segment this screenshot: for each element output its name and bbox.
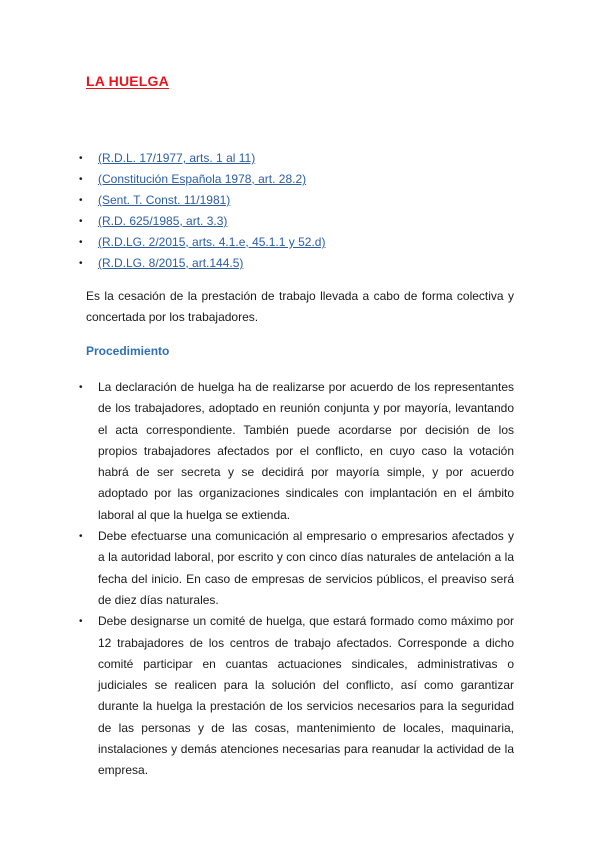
section-heading-procedimiento: Procedimiento [86,344,170,358]
document-title: LA HUELGA [86,73,169,89]
list-item [76,148,556,169]
reference-link-rdlg-2-2015[interactable]: (R.D.LG. 2/2015, arts. 4.1.e, 45.1.1 y 52.d) [98,235,326,249]
bullet-icon: • [79,174,83,185]
legal-references-list [76,148,556,274]
reference-link-rdl-17-1977[interactable]: (R.D.L. 17/1977, arts. 1 al 11) [98,151,256,165]
procedure-list [76,377,514,782]
procedure-item-text: Debe designarse un comité de huelga, que estará formado como máximo por 12 trabajadores de los centros de trabajo afectados. Corresponde a dicho comité participar en cuantas actuaciones sindicales, administrativas o judiciales se realicen para la solución del conflicto, así como garantizar durante la huelga la prestación de los servicios necesarios para la seguridad de las personas y de las cosas, mantenimiento de locales, maquinaria, instalaciones y demás atenciones necesarias para reanudar la actividad de la empresa. [98,614,514,778]
bullet-icon: • [79,616,83,628]
procedure-item-text: Debe efectuarse una comunicación al empresario o empresarios afectados y a la autoridad laboral, por escrito y con cinco días naturales de antelación a la fecha del inicio. En caso de empresas de servicios públicos, el preaviso será de diez días naturales. [98,529,514,607]
bullet-icon: • [79,195,83,206]
bullet-icon: • [79,382,83,393]
list-item [76,211,556,232]
list-item [76,190,556,211]
bullet-icon: • [79,258,83,269]
reference-link-constitucion-1978[interactable]: (Constitución Española 1978, art. 28.2) [98,172,307,186]
reference-link-rd-625-1985[interactable]: (R.D. 625/1985, art. 3.3) [98,214,228,228]
list-item [76,526,514,611]
list-item [76,377,514,526]
list-item [76,169,556,190]
bullet-icon: • [79,153,83,164]
list-item [76,253,556,274]
bullet-icon: • [79,531,83,543]
reference-link-sent-t-const-11-1981[interactable]: (Sent. T. Const. 11/1981) [98,193,231,207]
procedure-item-text: La declaración de huelga ha de realizarse por acuerdo de los representantes de los trabajadores, adoptado en reunión conjunta y por mayoría, levantando el acta correspondiente. También puede acordarse por decisión de los propios trabajadores afectados por el conflicto, en cuyo caso la votación habrá de ser secreta y se decidirá por mayoría simple, y por acuerdo adoptado por las organizaciones sindicales con implantación en el ámbito laboral al que la huelga se extienda. [98,380,514,522]
reference-link-rdlg-8-2015[interactable]: (R.D.LG. 8/2015, art.144.5) [98,256,244,270]
bullet-icon: • [79,237,83,248]
list-item [76,232,556,253]
bullet-icon: • [79,216,83,227]
definition-paragraph: Es la cesación de la prestación de trabajo llevada a cabo de forma colectiva y concertada por los trabajadores. [86,289,514,324]
list-item [76,611,514,781]
